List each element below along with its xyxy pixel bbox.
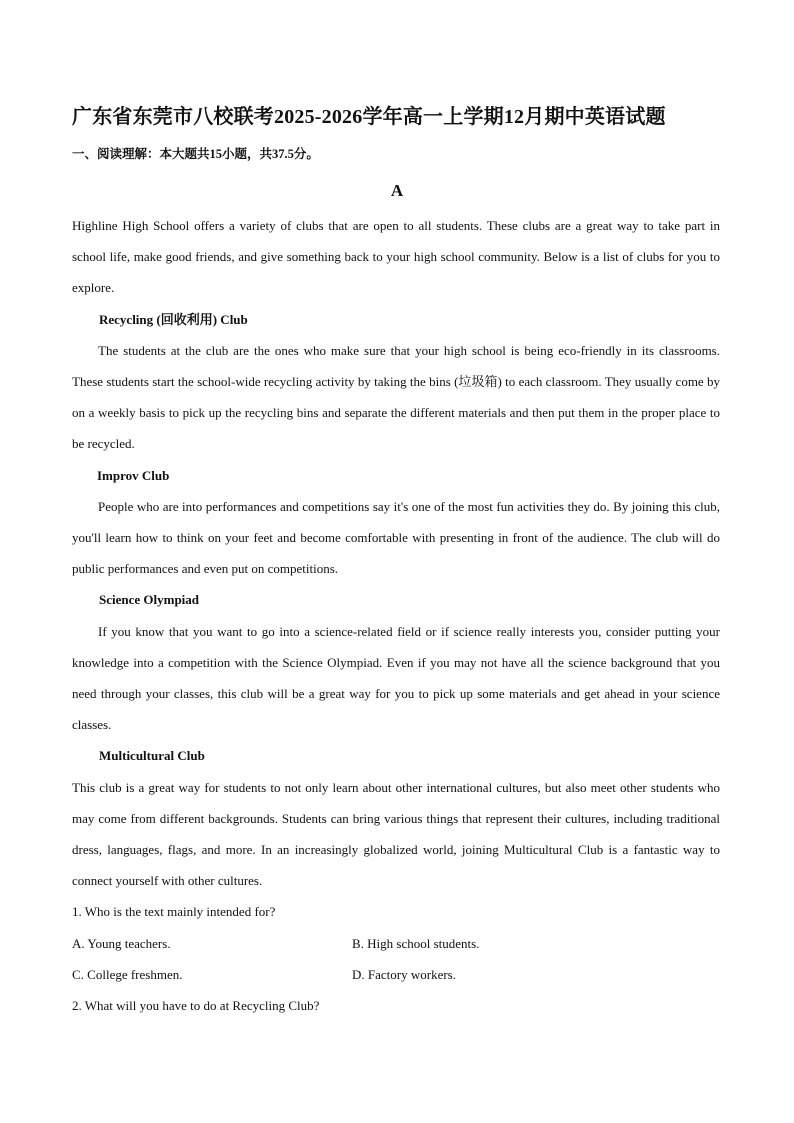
passage-label: A xyxy=(390,181,404,200)
question-1-option-a[interactable]: A. Young teachers. xyxy=(72,935,171,951)
question-1-stem: 1. Who is the text mainly intended for? xyxy=(72,904,276,920)
question-1-options-row-1 xyxy=(72,928,720,959)
question-1-option-d[interactable]: D. Factory workers. xyxy=(352,966,456,982)
club-title-recycling: Recycling (回收利用) Club xyxy=(99,311,248,327)
club-title-improv: Improv Club xyxy=(97,467,170,483)
document-title: 广东省东莞市八校联考2025-2026学年高一上学期12月期中英语试题 xyxy=(72,106,666,128)
club-text-science-olympiad: If you know that you want to go into a science-related field or if science really interests you, consider putting your knowledge into a competition with the Science Olympiad. Even if you may not have all the science background that you need through your classes, this club will be a great way for you to pick up some materials and get ahead in your science classes. xyxy=(72,623,720,733)
passage-body xyxy=(72,210,720,1021)
club-title-science-olympiad: Science Olympiad xyxy=(99,592,200,608)
question-1-option-c[interactable]: C. College freshmen. xyxy=(72,966,183,982)
club-title-multicultural: Multicultural Club xyxy=(99,748,205,764)
club-text-multicultural: This club is a great way for students to not only learn about other international cultures, but also meet other students who may come from different backgrounds. Students can bring various things that represent their cultures, including traditional dress, languages, flags, and more. In an increasingly globalized world, joining Multicultural Club is a fantastic way to connect yourself with other cultures. xyxy=(72,779,720,889)
club-text-recycling: The students at the club are the ones who make sure that your high school is being eco-friendly in its classrooms. These students start the school-wide recycling activity by taking the bins (垃圾箱) to each classroom. They usually come by on a weekly basis to pick up the recycling bins and separate the different materials and then put them in the proper place to be recycled. xyxy=(72,342,720,452)
club-text-improv: People who are into performances and competitions say it's one of the most fun activities they do. By joining this club, you'll learn how to think on your feet and become comfortable with presenting in front of the audience. The club will do public performances and even put on competitions. xyxy=(72,498,720,577)
question-1-options-row-2 xyxy=(72,959,720,990)
intro-paragraph: Highline High School offers a variety of clubs that are open to all students. These clubs are a great way to take part in school life, make good friends, and give something back to your high school community. Below is a list of clubs for you to explore. xyxy=(72,218,720,296)
question-2-stem: 2. What will you have to do at Recycling Club? xyxy=(72,998,320,1014)
section-heading: 一、阅读理解：本大题共15小题，共37.5分。 xyxy=(72,147,319,161)
question-1-option-b[interactable]: B. High school students. xyxy=(352,935,480,951)
